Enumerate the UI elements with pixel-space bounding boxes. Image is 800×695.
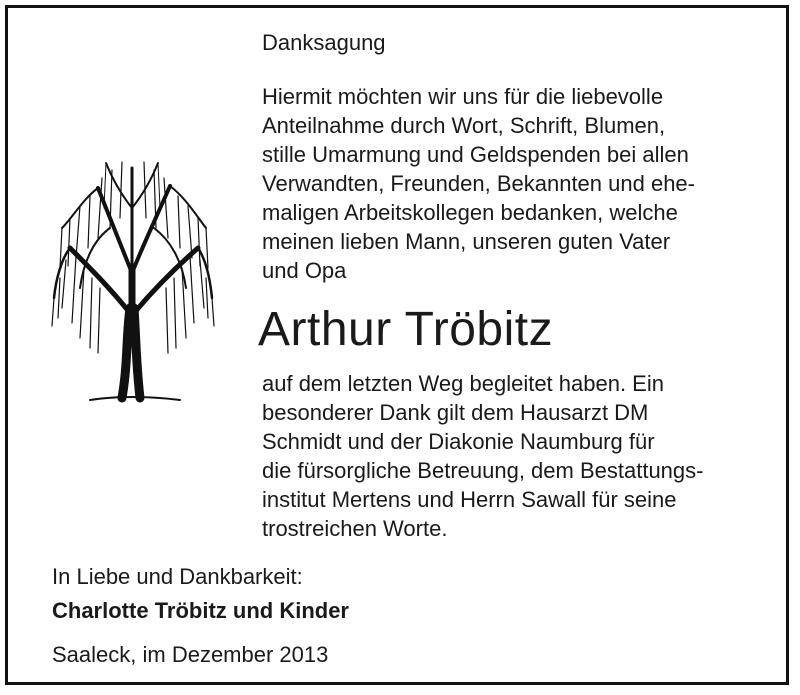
place-and-date: Saaleck, im Dezember 2013 <box>52 642 329 667</box>
deceased-name: Arthur Tröbitz <box>258 303 554 356</box>
body-text <box>262 369 750 543</box>
intro-line: Hiermit möchten wir uns für die liebevolle <box>262 84 664 109</box>
intro-line: Anteilnahme durch Wort, Schrift, Blumen, <box>262 113 666 138</box>
body-line: trostreichen Worte. <box>262 516 448 541</box>
notice-heading: Danksagung <box>262 30 386 55</box>
body-line: Schmidt und der Diakonie Naumburg für <box>262 429 655 454</box>
intro-line: meinen lieben Mann, unseren guten Vater <box>262 229 671 254</box>
intro-line: Verwandten, Freunden, Bekannten und ehe- <box>262 171 695 196</box>
body-line: die fürsorgliche Betreuung, dem Bestattungs- <box>262 458 704 483</box>
weeping-willow-tree-icon <box>40 148 224 408</box>
body-line: besonderer Dank gilt dem Hausarzt DM <box>262 400 649 425</box>
intro-text <box>262 82 750 285</box>
intro-line: und Opa <box>262 258 347 283</box>
intro-line: stille Umarmung und Geldspenden bei allen <box>262 142 689 167</box>
signers: Charlotte Tröbitz und Kinder <box>52 598 349 623</box>
body-line: institut Mertens und Herrn Sawall für seine <box>262 487 677 512</box>
closing-phrase: In Liebe und Dankbarkeit: <box>52 564 303 589</box>
intro-line: maligen Arbeitskollegen bedanken, welche <box>262 200 678 225</box>
body-line: auf dem letzten Weg begleitet haben. Ein <box>262 371 664 396</box>
